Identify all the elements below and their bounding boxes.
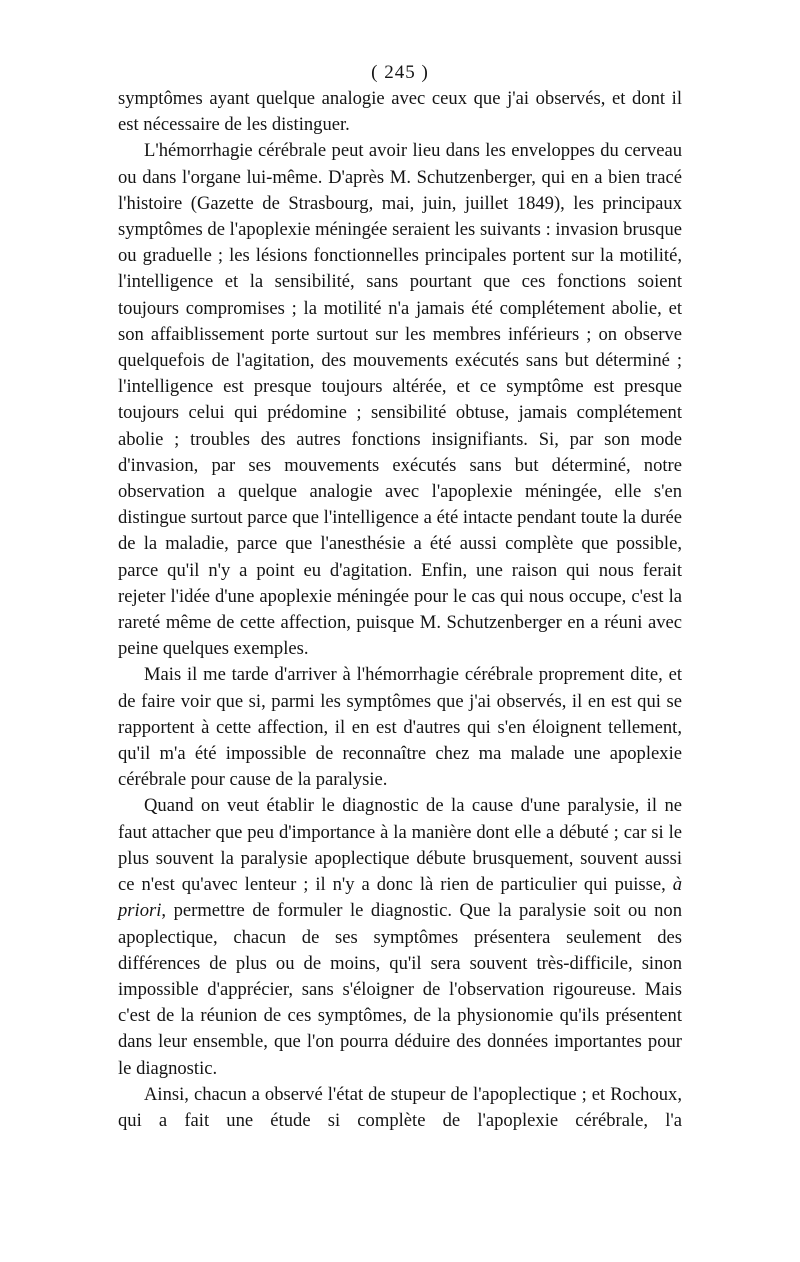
paragraph-diagnosis bbox=[118, 793, 682, 1081]
paragraph-diagnosis-part-1: Quand on veut établir le diagnostic de la cause d'une paralysie, il ne faut attacher que peu d'importance à la manière dont elle a débuté ; car si le plus souvent la paralysie apoplectique débute brusquement, souvent aussi ce n'est qu'avec lenteur ; il n'y a donc là rien de particulier qui puisse, bbox=[118, 795, 682, 896]
italic-a-priori: à priori bbox=[118, 874, 682, 922]
paragraph-stupor: Ainsi, chacun a observé l'état de stupeur de l'apoplectique ; et Rochoux, qui a fait une étude si complète de l'apoplexie cérébrale, l'a bbox=[118, 1083, 682, 1131]
paragraph-diagnosis-part-2: , permettre de formuler le diagnostic. Que la paralysie soit ou non apoplectique, chacun de ses symptômes présentera seulement des différences de plus ou de moins, qu'il sera souvent très-difficile, sinon impossible d'apprécier, sans s'éloigner de l'observation rigoureuse. Mais c'est de la réunion de ces symptômes, de la physionomie qu'ils présentent dans leur ensemble, que l'on pourra déduire des données importantes pour le diagnostic. bbox=[118, 900, 682, 1079]
book-page bbox=[118, 60, 682, 1134]
paragraph-continuation: symptômes ayant quelque analogie avec ceux que j'ai observés, et dont il est nécessaire de les distinguer. bbox=[118, 88, 682, 136]
paragraph-cerebral-hemorrhage: Mais il me tarde d'arriver à l'hémorrhagie cérébrale proprement dite, et de faire voir que si, parmi les symptômes que j'ai observés, il en est qui se rapportent à cette affection, il en est d'autres qui s'en éloignent tellement, qu'il m'a été impossible de reconnaître chez ma malade une apoplexie cérébrale pour cause de la paralysie. bbox=[118, 664, 682, 791]
paragraph-meningeal-apoplexy: L'hémorrhagie cérébrale peut avoir lieu dans les enveloppes du cerveau ou dans l'organe lui-même. D'après M. Schutzenberger, qui en a bien tracé l'histoire (Gazette de Strasbourg, mai, juin, juillet 1849), les principaux symptômes de l'apoplexie méningée seraient les suivants : invasion brusque ou graduelle ; les lésions fonctionnelles principales portent sur la motilité, l'intelligence et la sensibilité, sans pourtant que ces fonctions soient toujours compromises ; la motilité n'a jamais été complétement abolie, et son affaiblissement porte surtout sur les membres inférieurs ; on observe quelquefois de l'agitation, des mouvements exécutés sans but déterminé ; l'intelligence est presque toujours altérée, et ce symptôme est presque toujours celui qui prédomine ; sensibilité obtuse, jamais complétement abolie ; troubles des autres fonctions insignifiants. Si, par son mode d'invasion, par ses mouvements exécutés sans but déterminé, notre observation a quelque analogie avec l'apoplexie méningée, elle s'en distingue surtout parce que l'intelligence a été intacte pendant toute la durée de la maladie, parce que l'anesthésie a été aussi complète que possible, parce qu'il n'y a point eu d'agitation. Enfin, une raison qui nous ferait rejeter l'idée d'une apoplexie méningée pour le cas qui nous occupe, c'est la rareté même de cette affection, puisque M. Schutzenberger en a réuni avec peine quelques exemples. bbox=[118, 140, 682, 660]
page-number: ( 245 ) bbox=[371, 62, 429, 83]
